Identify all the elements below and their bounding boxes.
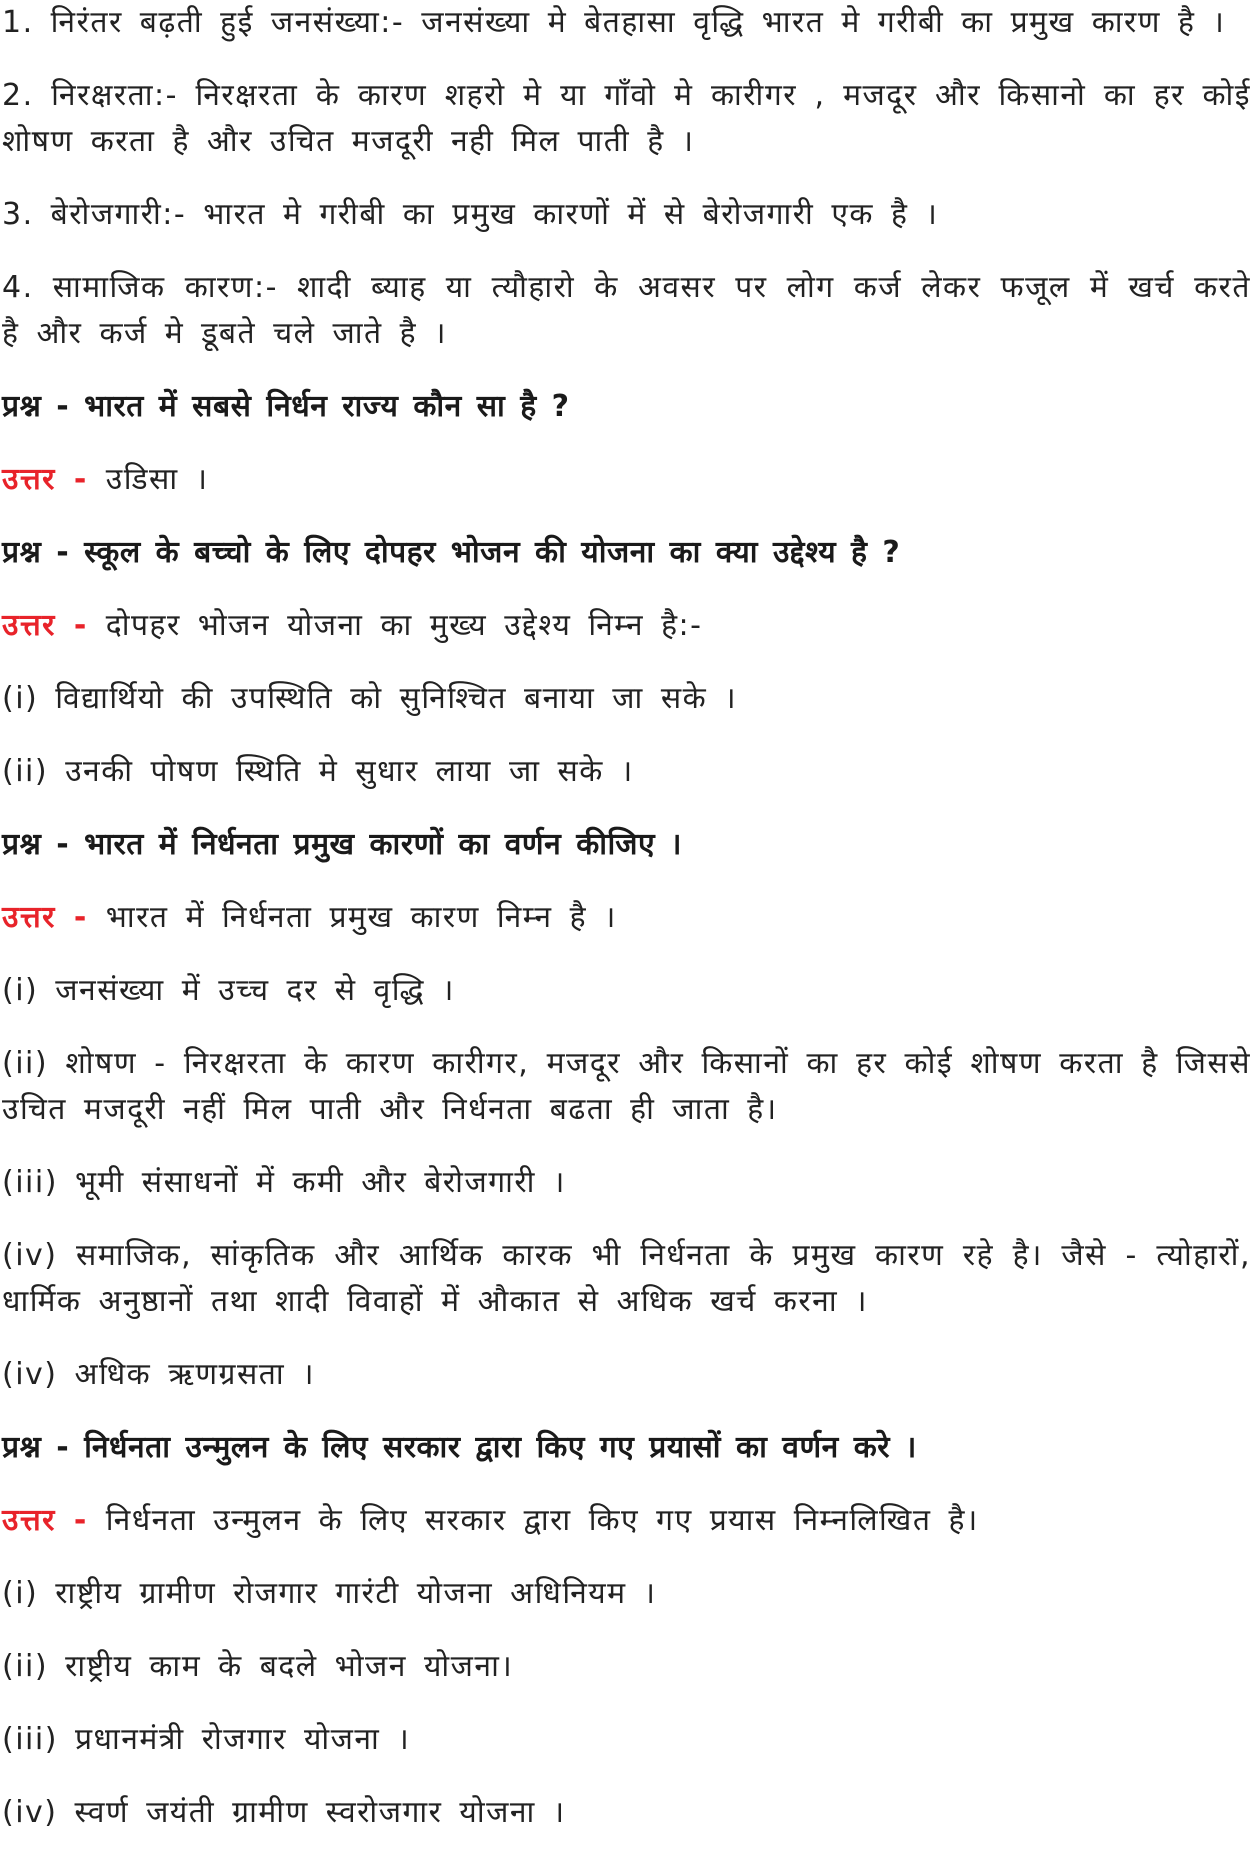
question-separator: - [41,1430,85,1465]
question-4 [2,1425,1251,1471]
answer-4 [2,1498,1251,1544]
answer-text: निर्धनता उन्मुलन के लिए सरकार द्वारा किए गए प्रयास निम्नलिखित है। [105,1503,979,1538]
answer-3-point-5: (iv) अधिक ऋणग्रसता । [2,1357,316,1392]
answer-3-point-4: (iv) समाजिक, सांकृतिक और आर्थिक कारक भी निर्धनता के प्रमुख कारण रहे है। जैसे - त्योहारों, धार्मिक अनुष्ठानों तथा शादी विवाहों में औकात से अधिक खर्च करना । [2,1238,1251,1319]
answer-3 [2,895,1251,941]
question-separator: - [41,535,85,570]
answer-3-point-2: (ii) शोषण - निरक्षरता के कारण कारीगर, मजदूर और किसानों का हर कोई शोषण करता है जिससे उचित मजदूरी नहीं मिल पाती और निर्धनता बढता ही जाता है। [2,1046,1251,1127]
question-label: प्रश्न [2,535,42,570]
answer-separator: - [55,462,106,497]
answer-text: उडिसा । [105,462,209,497]
answer-separator: - [55,1503,106,1538]
intro-item-2: 2. निरक्षरता:- निरक्षरता के कारण शहरो मे या गाँवो मे कारीगर , मजदूर और किसानो का हर कोई शोषण करता है और उचित मजदूरी नही मिल पाती है । [2,78,1251,159]
answer-4-point-4: (iv) स्वर्ण जयंती ग्रामीण स्वरोजगार योजना । [2,1795,566,1830]
answer-text: दोपहर भोजन योजना का मुख्य उद्देश्य निम्न है:- [105,608,703,643]
question-label: प्रश्न [2,1430,42,1465]
answer-separator: - [55,608,106,643]
question-separator: - [41,827,85,862]
answer-4-point-3: (iii) प्रधानमंत्री रोजगार योजना । [2,1722,411,1757]
question-label: प्रश्न [2,827,42,862]
question-text: स्कूल के बच्चो के लिए दोपहर भोजन की योजना का क्या उद्देश्य है ? [84,535,901,570]
intro-item-1: 1. निरंतर बढ़ती हुई जनसंख्या:- जनसंख्या मे बेतहासा वृद्धि भारत मे गरीबी का प्रमुख कारण है । [2,5,1226,40]
answer-1 [2,457,1251,503]
question-label: प्रश्न [2,389,42,424]
answer-label: उत्तर [2,608,56,643]
question-text: भारत में सबसे निर्धन राज्य कौन सा है ? [84,389,570,424]
answer-separator: - [55,900,106,935]
answer-4-point-2: (ii) राष्ट्रीय काम के बदले भोजन योजना। [2,1649,514,1684]
intro-item-3: 3. बेरोजगारी:- भारत मे गरीबी का प्रमुख कारणों में से बेरोजगारी एक है । [2,197,939,232]
answer-3-point-1: (i) जनसंख्या में उच्च दर से वृद्धि । [2,973,455,1008]
answer-4-point-1: (i) राष्ट्रीय ग्रामीण रोजगार गारंटी योजना अधिनियम । [2,1576,657,1611]
answer-2-point-2: (ii) उनकी पोषण स्थिति मे सुधार लाया जा सके । [2,754,634,789]
question-separator: - [41,389,85,424]
question-text: निर्धनता उन्मुलन के लिए सरकार द्वारा किए गए प्रयासों का वर्णन करे । [84,1430,917,1465]
question-1 [2,384,1251,430]
question-2 [2,530,1251,576]
question-text: भारत में निर्धनता प्रमुख कारणों का वर्णन कीजिए । [84,827,682,862]
answer-label: उत्तर [2,1503,56,1538]
answer-2 [2,603,1251,649]
question-3 [2,822,1251,868]
intro-item-4: 4. सामाजिक कारण:- शादी ब्याह या त्यौहारो के अवसर पर लोग कर्ज लेकर फजूल में खर्च करते है और कर्ज मे डूबते चले जाते है । [2,270,1251,351]
answer-label: उत्तर [2,900,56,935]
answer-3-point-3: (iii) भूमी संसाधनों में कमी और बेरोजगारी । [2,1165,566,1200]
answer-label: उत्तर [2,462,56,497]
answer-text: भारत में निर्धनता प्रमुख कारण निम्न है । [105,900,617,935]
answer-2-point-1: (i) विद्यार्थियो की उपस्थिति को सुनिश्चित बनाया जा सके । [2,681,738,716]
